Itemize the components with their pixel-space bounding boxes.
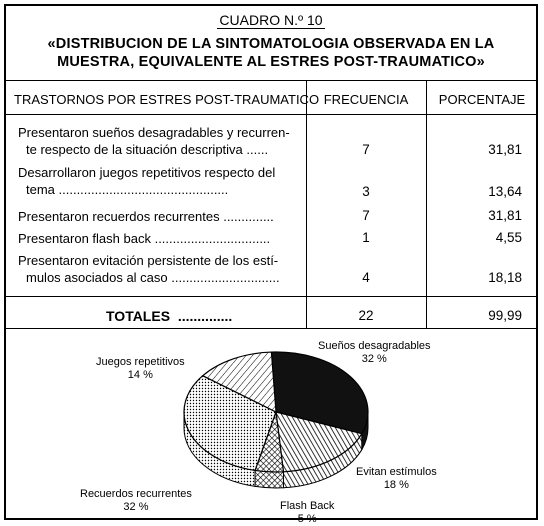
cell-freq: 7 (362, 142, 370, 157)
pie-top (184, 352, 368, 472)
table-row: Presentaron recuerdos recurrentes .............. (18, 209, 274, 224)
cell-pct: 31,81 (488, 208, 522, 223)
title-line-2: MUESTRA, EQUIVALENTE AL ESTRES POST-TRAUMATICO» (57, 54, 485, 70)
header-trastornos: TRASTORNOS POR ESTRES POST-TRAUMATICO (14, 92, 320, 107)
table-row: Desarrollaron juegos repetitivos respecto del tema ............................................... (18, 165, 276, 197)
column-divider (306, 80, 307, 328)
header-frecuencia: FRECUENCIA (323, 92, 409, 107)
column-divider (426, 80, 427, 328)
header-porcentaje: PORCENTAJE (438, 92, 526, 107)
label-suenos: Sueños desagradables 32 % (318, 340, 431, 365)
divider (6, 328, 536, 329)
label-juegos: Juegos repetitivos 14 % (96, 356, 185, 381)
divider (6, 80, 536, 81)
title-line-1: «DISTRIBUCION DE LA SINTOMATOLOGIA OBSERVADA EN LA (47, 36, 495, 52)
totals-pct: 99,99 (488, 308, 522, 323)
cell-freq: 7 (362, 208, 370, 223)
cell-freq: 3 (362, 184, 370, 199)
pie-side-flash-back (255, 470, 283, 488)
cell-freq: 4 (362, 270, 370, 285)
table-row: Presentaron sueños desagradables y recurren- te respecto de la situación descriptiva ...... (18, 125, 290, 157)
label-evitan: Evitan estímulos 18 % (356, 466, 437, 491)
totals-freq: 22 (358, 308, 374, 323)
label-recuerdos: Recuerdos recurrentes 32 % (80, 488, 192, 513)
table-caption: CUADRO N.º 10 (219, 12, 323, 28)
table-frame (4, 4, 538, 525)
table-row: Presentaron evitación persistente de los estí- mulos asociados al caso .............................. (18, 253, 280, 285)
label-flashback: Flash Back 5 % (280, 500, 335, 525)
cell-pct: 31,81 (488, 142, 522, 157)
cell-pct: 13,64 (488, 184, 522, 199)
totals-label: TOTALES .............. (106, 308, 233, 324)
divider (6, 114, 536, 115)
cell-pct: 18,18 (488, 270, 522, 285)
divider (6, 296, 536, 297)
cell-freq: 1 (362, 230, 370, 245)
cell-pct: 4,55 (495, 230, 522, 245)
table-row: Presentaron flash back ................................ (18, 231, 271, 246)
